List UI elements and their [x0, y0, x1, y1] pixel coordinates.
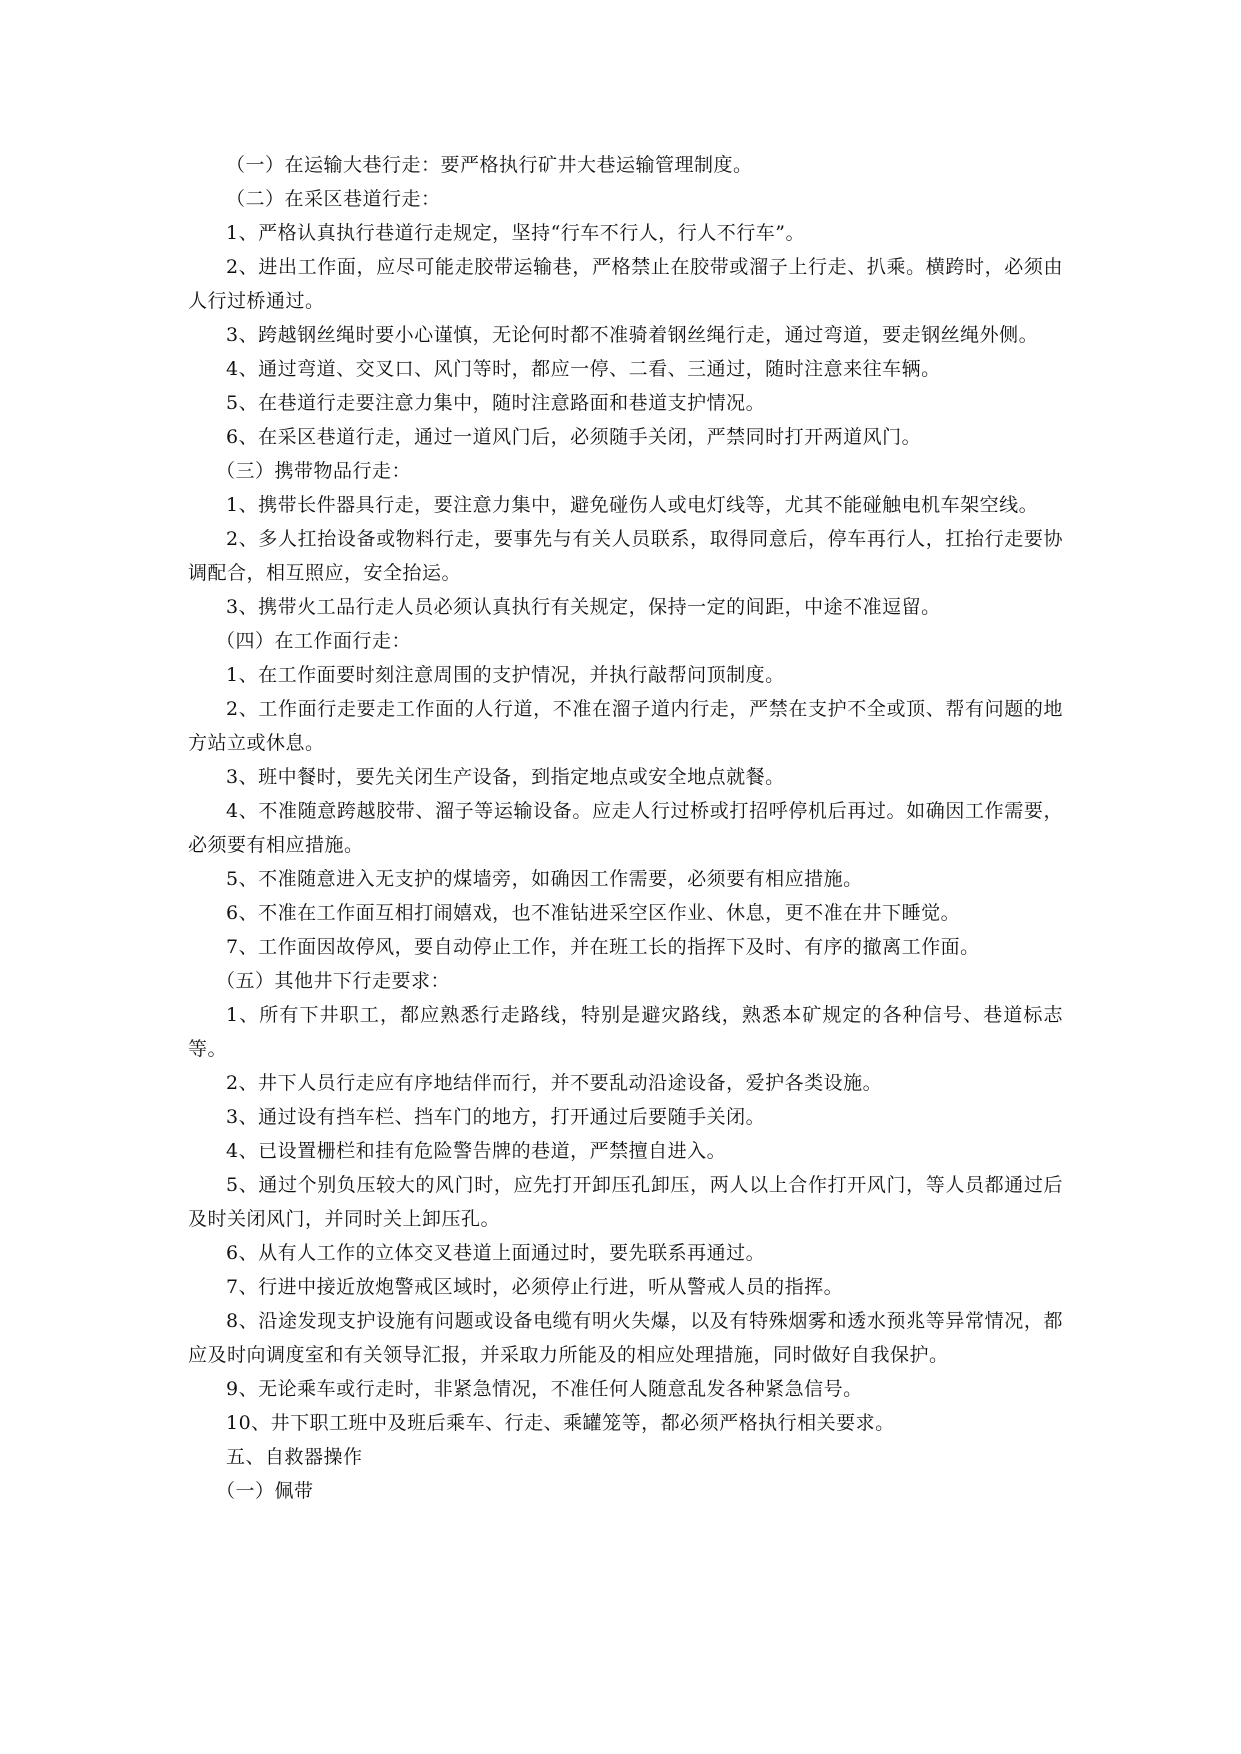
paragraph: （一）在运输大巷行走：要严格执行矿井大巷运输管理制度。 — [226, 154, 753, 176]
paragraph: 1、在工作面要时刻注意周围的支护情况，并执行敲帮问顶制度。 — [226, 664, 785, 686]
paragraph: 2、多人扛抬设备或物料行走，要事先与有关人员联系，取得同意后，停车再行人，扛抬行走要协调配合，相互照应，安全抬运。 — [188, 528, 1063, 584]
paragraph: 6、在采区巷道行走，通过一道风门后，必须随手关闭，严禁同时打开两道风门。 — [226, 426, 922, 448]
paragraph: 3、通过设有挡车栏、挡车门的地方，打开通过后要随手关闭。 — [226, 1106, 766, 1128]
paragraph: 5、通过个别负压较大的风门时，应先打开卸压孔卸压，两人以上合作打开风门，等人员都通过后及时关闭风门，并同时关上卸压孔。 — [188, 1174, 1063, 1230]
paragraph: 8、沿途发现支护设施有问题或设备电缆有明火失爆，以及有特殊烟雾和透水预兆等异常情况，都应及时向调度室和有关领导汇报，并采取力所能及的相应处理措施，同时做好自我保护。 — [188, 1310, 1063, 1366]
chapter-heading: 五、自救器操作 — [226, 1446, 363, 1468]
section-heading: （一）佩带 — [216, 1480, 314, 1502]
paragraph: 1、携带长件器具行走，要注意力集中，避免碰伤人或电灯线等，尤其不能碰触电机车架空线。 — [226, 494, 1039, 516]
paragraph: 3、班中餐时，要先关闭生产设备，到指定地点或安全地点就餐。 — [226, 766, 785, 788]
paragraph: 10、井下职工班中及班后乘车、行走、乘罐笼等，都必须严格执行相关要求。 — [226, 1412, 895, 1434]
document-page — [188, 148, 1063, 1508]
paragraph: 1、严格认真执行巷道行走规定，坚持“行车不行人，行人不行车”。 — [226, 222, 806, 244]
paragraph: 2、进出工作面，应尽可能走胶带运输巷，严格禁止在胶带或溜子上行走、扒乘。横跨时，必须由人行过桥通过。 — [188, 256, 1063, 312]
paragraph: 6、从有人工作的立体交叉巷道上面通过时，要先联系再通过。 — [226, 1242, 766, 1264]
paragraph: 3、携带火工品行走人员必须认真执行有关规定，保持一定的间距，中途不准逗留。 — [226, 596, 941, 618]
paragraph: 5、在巷道行走要注意力集中，随时注意路面和巷道支护情况。 — [226, 392, 766, 414]
paragraph: 7、工作面因故停风，要自动停止工作，并在班工长的指挥下及时、有序的撤离工作面。 — [226, 936, 980, 958]
paragraph: 4、已设置栅栏和挂有危险警告牌的巷道，严禁擅自进入。 — [226, 1140, 727, 1162]
paragraph: 1、所有下井职工，都应熟悉行走路线，特别是避灾路线，熟悉本矿规定的各种信号、巷道标志等。 — [188, 1004, 1063, 1060]
paragraph: 2、井下人员行走应有序地结伴而行，并不要乱动沿途设备，爱护各类设施。 — [226, 1072, 883, 1094]
paragraph: 9、无论乘车或行走时，非紧急情况，不准任何人随意乱发各种紧急信号。 — [226, 1378, 863, 1400]
section-heading: （三）携带物品行走： — [216, 460, 412, 482]
paragraph: 6、不准在工作面互相打闹嬉戏，也不准钻进采空区作业、休息，更不准在井下睡觉。 — [226, 902, 961, 924]
paragraph: 5、不准随意进入无支护的煤墙旁，如确因工作需要，必须要有相应措施。 — [226, 868, 863, 890]
paragraph: 4、不准随意跨越胶带、溜子等运输设备。应走人行过桥或打招呼停机后再过。如确因工作需要，必须要有相应措施。 — [188, 800, 1063, 856]
section-heading: （二）在采区巷道行走： — [226, 188, 441, 210]
paragraph: 3、跨越钢丝绳时要小心谨慎，无论何时都不准骑着钢丝绳行走，通过弯道，要走钢丝绳外侧。 — [226, 324, 1039, 346]
section-heading: （四）在工作面行走： — [216, 630, 412, 652]
paragraph: 7、行进中接近放炮警戒区域时，必须停止行进，听从警戒人员的指挥。 — [226, 1276, 844, 1298]
section-heading: （五）其他井下行走要求： — [216, 970, 451, 992]
paragraph: 4、通过弯道、交叉口、风门等时，都应一停、二看、三通过，随时注意来往车辆。 — [226, 358, 941, 380]
paragraph: 2、工作面行走要走工作面的人行道，不准在溜子道内行走，严禁在支护不全或顶、帮有问题的地方站立或休息。 — [188, 698, 1063, 754]
